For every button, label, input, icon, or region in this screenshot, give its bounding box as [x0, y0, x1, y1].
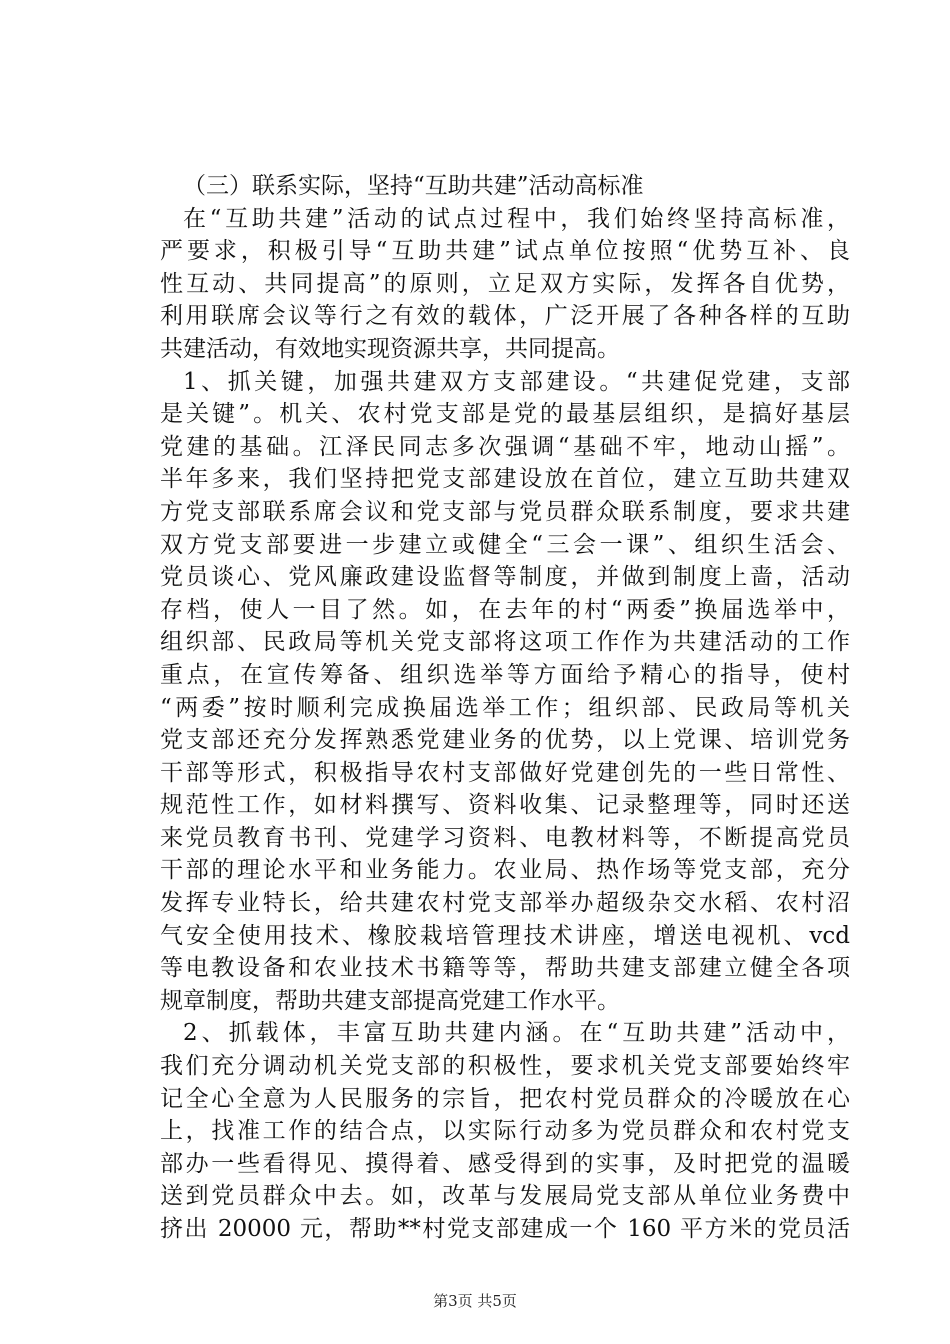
section-heading: （三）联系实际，坚持“互助共建”活动高标准	[183, 173, 644, 199]
paragraph	[160, 203, 850, 366]
text-line: 干部的理论水平和业务能力。农业局、热作场等党支部，充分	[160, 857, 850, 884]
text-line: 发挥专业特长，给共建农村党支部举办超级杂交水稻、农村沼	[160, 890, 850, 917]
paragraph-container	[160, 203, 850, 1246]
text-line: 规章制度，帮助共建支部提高党建工作水平。	[160, 987, 620, 1014]
text-line: 记全心全意为人民服务的宗旨，把农村党员群众的冷暖放在心	[160, 1085, 850, 1112]
text-line: 共建活动，有效地实现资源共享，共同提高。	[160, 335, 620, 362]
text-line: 挤出 20000 元，帮助**村党支部建成一个 160 平方米的党员活	[160, 1216, 850, 1242]
text-line: 干部等形式，积极指导农村支部做好党建创先的一些日常性、	[160, 759, 850, 786]
text-line: 上，找准工作的结合点，以实际行动多为党员群众和农村党支	[160, 1118, 850, 1145]
text-line: 气安全使用技术、橡胶栽培管理技术讲座，增送电视机、vcd	[160, 922, 850, 949]
text-line: 党支部还充分发挥熟悉党建业务的优势，以上党课、培训党务	[160, 727, 850, 754]
text-line: 是关键”。机关、农村党支部是党的最基层组织，是搞好基层	[160, 401, 850, 428]
text-line: 半年多来，我们坚持把党支部建设放在首位，建立互助共建双	[160, 466, 850, 493]
paragraph	[160, 1017, 850, 1245]
text-line: 存档，使人一目了然。如，在去年的村“两委”换届选举中，	[160, 596, 850, 623]
text-line: 等电教设备和农业技术书籍等等，帮助共建支部建立健全各项	[160, 955, 850, 982]
text-line: 我们充分调动机关党支部的积极性，要求机关党支部要始终牢	[160, 1053, 850, 1080]
text-line: 利用联席会议等行之有效的载体，广泛开展了各种各样的互助	[160, 303, 850, 330]
text-line: 严要求，积极引导“互助共建”试点单位按照“优势互补、良	[160, 238, 850, 265]
text-line: 双方党支部要进一步建立或健全“三会一课”、组织生活会、	[160, 531, 850, 558]
text-line: 方党支部联系席会议和党支部与党员群众联系制度，要求共建	[160, 498, 850, 525]
text-line: 在“互助共建”活动的试点过程中，我们始终坚持高标准，	[183, 205, 850, 232]
page-footer: 第3页 共5页	[433, 1292, 517, 1310]
paragraph	[160, 366, 850, 1018]
text-line: 送到党员群众中去。如，改革与发展局党支部从单位业务费中	[160, 1183, 850, 1210]
document-body	[160, 170, 850, 1246]
text-line: 部办一些看得见、摸得着、感受得到的实事，及时把党的温暖	[160, 1150, 850, 1177]
text-line: 性互动、共同提高”的原则，立足双方实际，发挥各自优势，	[160, 270, 850, 297]
text-line: 党员谈心、党风廉政建设监督等制度，并做到制度上啬，活动	[160, 564, 850, 591]
text-line: 党建的基础。江泽民同志多次强调“基础不牢，地动山摇”。	[160, 433, 850, 460]
text-line: “两委”按时顺利完成换届选举工作；组织部、民政局等机关	[160, 694, 850, 721]
text-line: 规范性工作，如材料撰写、资料收集、记录整理等，同时还送	[160, 792, 850, 819]
text-line: 2、抓载体，丰富互助共建内涵。在“互助共建”活动中，	[183, 1020, 850, 1047]
text-line: 来党员教育书刊、党建学习资料、电教材料等，不断提高党员	[160, 824, 850, 851]
text-line: 重点，在宣传筹备、组织选举等方面给予精心的指导，使村	[160, 661, 850, 688]
text-line: 组织部、民政局等机关党支部将这项工作作为共建活动的工作	[160, 629, 850, 656]
text-line: 1、抓关键，加强共建双方支部建设。“共建促党建，支部	[183, 368, 850, 395]
